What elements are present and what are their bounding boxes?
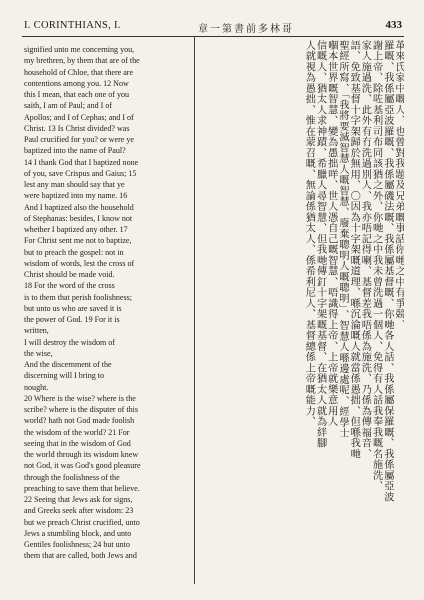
english-text-line: And I baptized also the household (24, 202, 134, 212)
english-text-line: 14 I thank God that I baptized none (24, 157, 139, 167)
chinese-text-column-line: 嗰本世界嘅智慧、變為愚拙咩、世人憑自己嘅智慧、唔識得上帝、上帝就樂意用人 (325, 40, 337, 427)
chinese-text-column-line: 聖經所寫、「我將要滅智慧人嘅智慧、廢棄聰明人嘅聰明」、智慧人喺邊處呢、經學士 (336, 40, 348, 439)
english-text-line: not God, it was God's good pleasure (24, 461, 141, 471)
english-text-line: preaching to save them that believe. (24, 483, 140, 493)
english-text-line: my brethren, by them that are of the (24, 56, 140, 66)
english-text-line: this I mean, that each one of you (24, 90, 130, 99)
english-text-line: but to preach the gospel: not in (24, 247, 124, 257)
english-text-line: Paul crucified for you? or were ye (24, 135, 134, 144)
english-text-line: Christ. 13 Is Christ divided? was (24, 123, 130, 133)
english-text-line: scribe? where is the disputer of this (24, 405, 138, 414)
english-text-line: written, (24, 326, 49, 336)
english-text-line: the wisdom of the world? 21 For (24, 427, 130, 437)
english-text-line: Apollos; and I of Cephas; and I of (24, 112, 134, 122)
page-number: 433 (385, 19, 402, 31)
english-text-line: and Greeks seek after wisdom: 23 (24, 506, 134, 516)
english-text-line: whether I baptized any other. 17 (24, 225, 128, 234)
chinese-text-column-line: 家人施過洗、此外有冇洗過別人、我亦唔記得喇、基督差我唔係為施洗、乃係為傳福音、 (359, 40, 371, 460)
chinese-text-column-line: 革來氏家中嘅人、也曾對我題及兄弟嘅事話你哋之中有爭競、 (393, 40, 404, 331)
english-text-line: saith, I am of Paul; and I of (24, 101, 113, 111)
english-text-line: them that are called, both Jews and (24, 551, 137, 561)
english-text-line: wisdom of words, lest the cross of (24, 258, 135, 268)
english-text-line: the world through its wisdom knew (24, 450, 139, 459)
english-text-line: lest any man should say that ye (24, 180, 125, 189)
english-text-line: Christ should be made void. (24, 270, 115, 279)
book-chapter-heading: I. CORINTHIANS, I. (24, 20, 121, 31)
english-text-line: 20 Where is the wise? where is the (24, 393, 136, 403)
english-text-line: signified unto me concerning you, (24, 45, 135, 54)
english-text-line: 18 For the word of the cross (24, 281, 115, 291)
column-divider (194, 36, 195, 584)
chinese-text-column-line: 謝上帝、除咗基利司布同該猶之外、你哋之中我未曾洗過一個人、免得有人話我奉我嘅名施洗、 (370, 40, 382, 492)
english-text-line: seeing that in the wisdom of God (24, 438, 131, 448)
english-text-line: Gentiles foolishness; 24 but unto (24, 540, 130, 549)
english-text-line: For Christ sent me not to baptize, (24, 236, 132, 246)
english-text-line: is to them that perish foolishness; (24, 292, 132, 302)
english-text-line: nought. (24, 382, 49, 392)
chinese-text-column-line: 人就視為愚拙、惟在蒙召嘅、無論係猶太人、係希利尼人、基督總係上帝嘅能力、 (303, 40, 315, 427)
english-text-line: And the discernment of the (24, 360, 112, 369)
english-text-line: but we preach Christ crucified, unto (24, 517, 140, 527)
chinese-text-column (200, 40, 404, 580)
english-text-line: but unto us who are saved it is (24, 303, 122, 313)
english-text-line: through the foolishness of the (24, 472, 120, 482)
chinese-text-column-line: 語、免致基督十字架歸於無用、〇因為十字架嘅道理、喺沉淪嘅人就當係愚拙、但喺我哋 (348, 40, 360, 460)
english-text-line: the power of God. 19 For it is (24, 315, 120, 324)
english-text-line: 22 Seeing that Jews ask for signs, (24, 495, 133, 504)
english-text-line: baptized into the name of Paul? (24, 146, 126, 156)
page-header (22, 18, 404, 37)
chinese-text-column-line: 羅嘅、我係屬亞波羅嘅、我係屬磯法嘅、我係屬基督嘅、你哋各人話、我係屬保羅嘅、我係屬亞波 (381, 40, 393, 503)
chinese-chapter-heading: 章一第書前多林哥 (198, 24, 294, 35)
english-text-line: the wise, (24, 348, 53, 358)
english-text-line: I will destroy the wisdom of (24, 337, 115, 347)
book-page (22, 18, 404, 584)
english-text-line: world? hath not God made foolish (24, 416, 135, 426)
english-text-line: were baptized into my name. 16 (24, 191, 128, 201)
chinese-text-column-line: 信嘅人、猶太人求神蹟、希臘人尋智慧、但我哋傳釘十字架嘅基督、在猶太人就為絆腳 (314, 40, 326, 449)
english-text-column (24, 44, 190, 562)
english-text-line: household of Chloe, that there are (24, 67, 134, 77)
english-text-line: Jews a stumbling block, and unto (24, 528, 132, 538)
english-text-line: of Stephanas: besides, I know not (24, 213, 133, 223)
english-text-line: of you, save Crispus and Gaius; 15 (24, 168, 137, 178)
english-text-line: discerning will I bring to (24, 371, 105, 381)
english-text-line: contentions among you. 12 Now (24, 78, 129, 88)
